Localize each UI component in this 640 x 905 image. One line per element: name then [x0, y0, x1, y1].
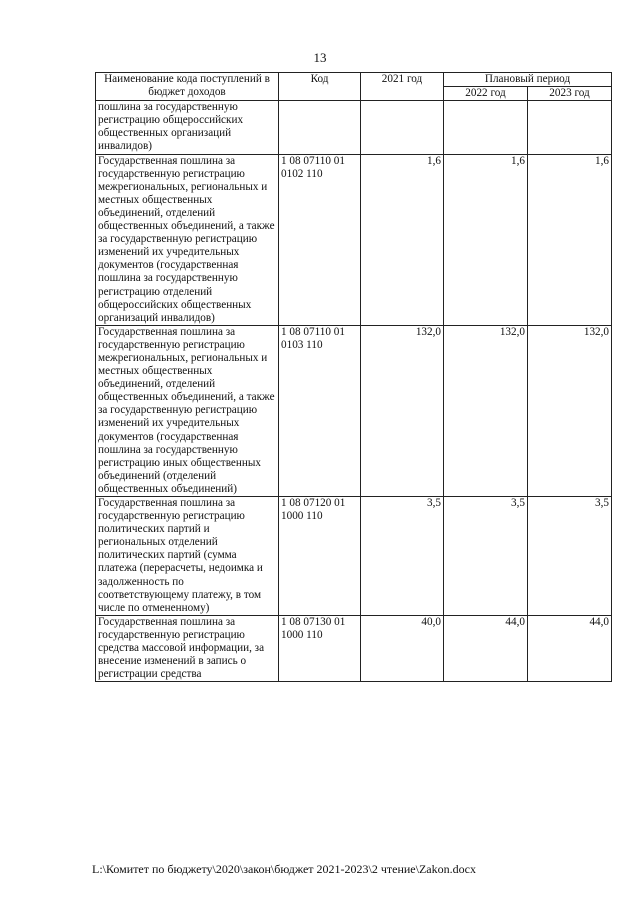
row-value-2021: 40,0 — [361, 615, 444, 681]
table-row — [96, 615, 612, 681]
header-code: Код — [279, 73, 361, 101]
row-value-2023: 3,5 — [528, 497, 612, 616]
row-value-2022: 44,0 — [444, 615, 528, 681]
row-value-2023: 132,0 — [528, 325, 612, 496]
row-value-2023: 1,6 — [528, 154, 612, 325]
table-row — [96, 101, 612, 154]
row-name: пошлина за государственную регистрацию общероссийских общественных организаций инвалидов) — [96, 101, 279, 154]
row-value-2023 — [528, 101, 612, 154]
row-value-2022 — [444, 101, 528, 154]
row-name: Государственная пошлина за государственную регистрацию межрегиональных, региональных и местных общественных объединений, отделений общественных объединений, а также за государственную регистрацию изменений их учредительных документов (государственная пошлина за государственную регистрацию иных общественных объединений (отделений общественных объединений) — [96, 325, 279, 496]
row-code: 1 08 07110 01 0103 110 — [279, 325, 361, 496]
row-name: Государственная пошлина за государственную регистрацию межрегиональных, региональных и местных общественных объединений, отделений общественных объединений, а также за государственную регистрацию изменений их учредительных документов (государственная пошлина за государственную регистрацию отделений общероссийских общественных организаций инвалидов) — [96, 154, 279, 325]
table-row — [96, 325, 612, 496]
row-value-2021: 3,5 — [361, 497, 444, 616]
header-name: Наименование кода поступлений в бюджет доходов — [96, 73, 279, 101]
row-value-2022: 132,0 — [444, 325, 528, 496]
header-2022: 2022 год — [444, 87, 528, 101]
table-header-row — [96, 73, 612, 87]
header-plan-period: Плановый период — [444, 73, 612, 87]
header-2021: 2021 год — [361, 73, 444, 101]
row-code — [279, 101, 361, 154]
row-value-2021: 1,6 — [361, 154, 444, 325]
row-name: Государственная пошлина за государственную регистрацию средства массовой информации, за внесение изменений в запись о регистрации средства — [96, 615, 279, 681]
table-row — [96, 154, 612, 325]
row-value-2022: 3,5 — [444, 497, 528, 616]
page-number: 13 — [313, 50, 327, 65]
table-row — [96, 497, 612, 616]
row-value-2022: 1,6 — [444, 154, 528, 325]
row-code: 1 08 07120 01 1000 110 — [279, 497, 361, 616]
row-value-2021: 132,0 — [361, 325, 444, 496]
footer-file-path: L:\Комитет по бюджету\2020\закон\бюджет 2021-2023\2 чтение\Zakon.docx — [92, 862, 476, 876]
row-code: 1 08 07110 01 0102 110 — [279, 154, 361, 325]
row-code: 1 08 07130 01 1000 110 — [279, 615, 361, 681]
header-2023: 2023 год — [528, 87, 612, 101]
row-name: Государственная пошлина за государственную регистрацию политических партий и региональных отделений политических партий (сумма платежа (перерасчеты, недоимка и задолженность по соответствующему платежу, в том числе по отмененному) — [96, 497, 279, 616]
budget-revenue-table — [95, 72, 612, 682]
row-value-2023: 44,0 — [528, 615, 612, 681]
row-value-2021 — [361, 101, 444, 154]
